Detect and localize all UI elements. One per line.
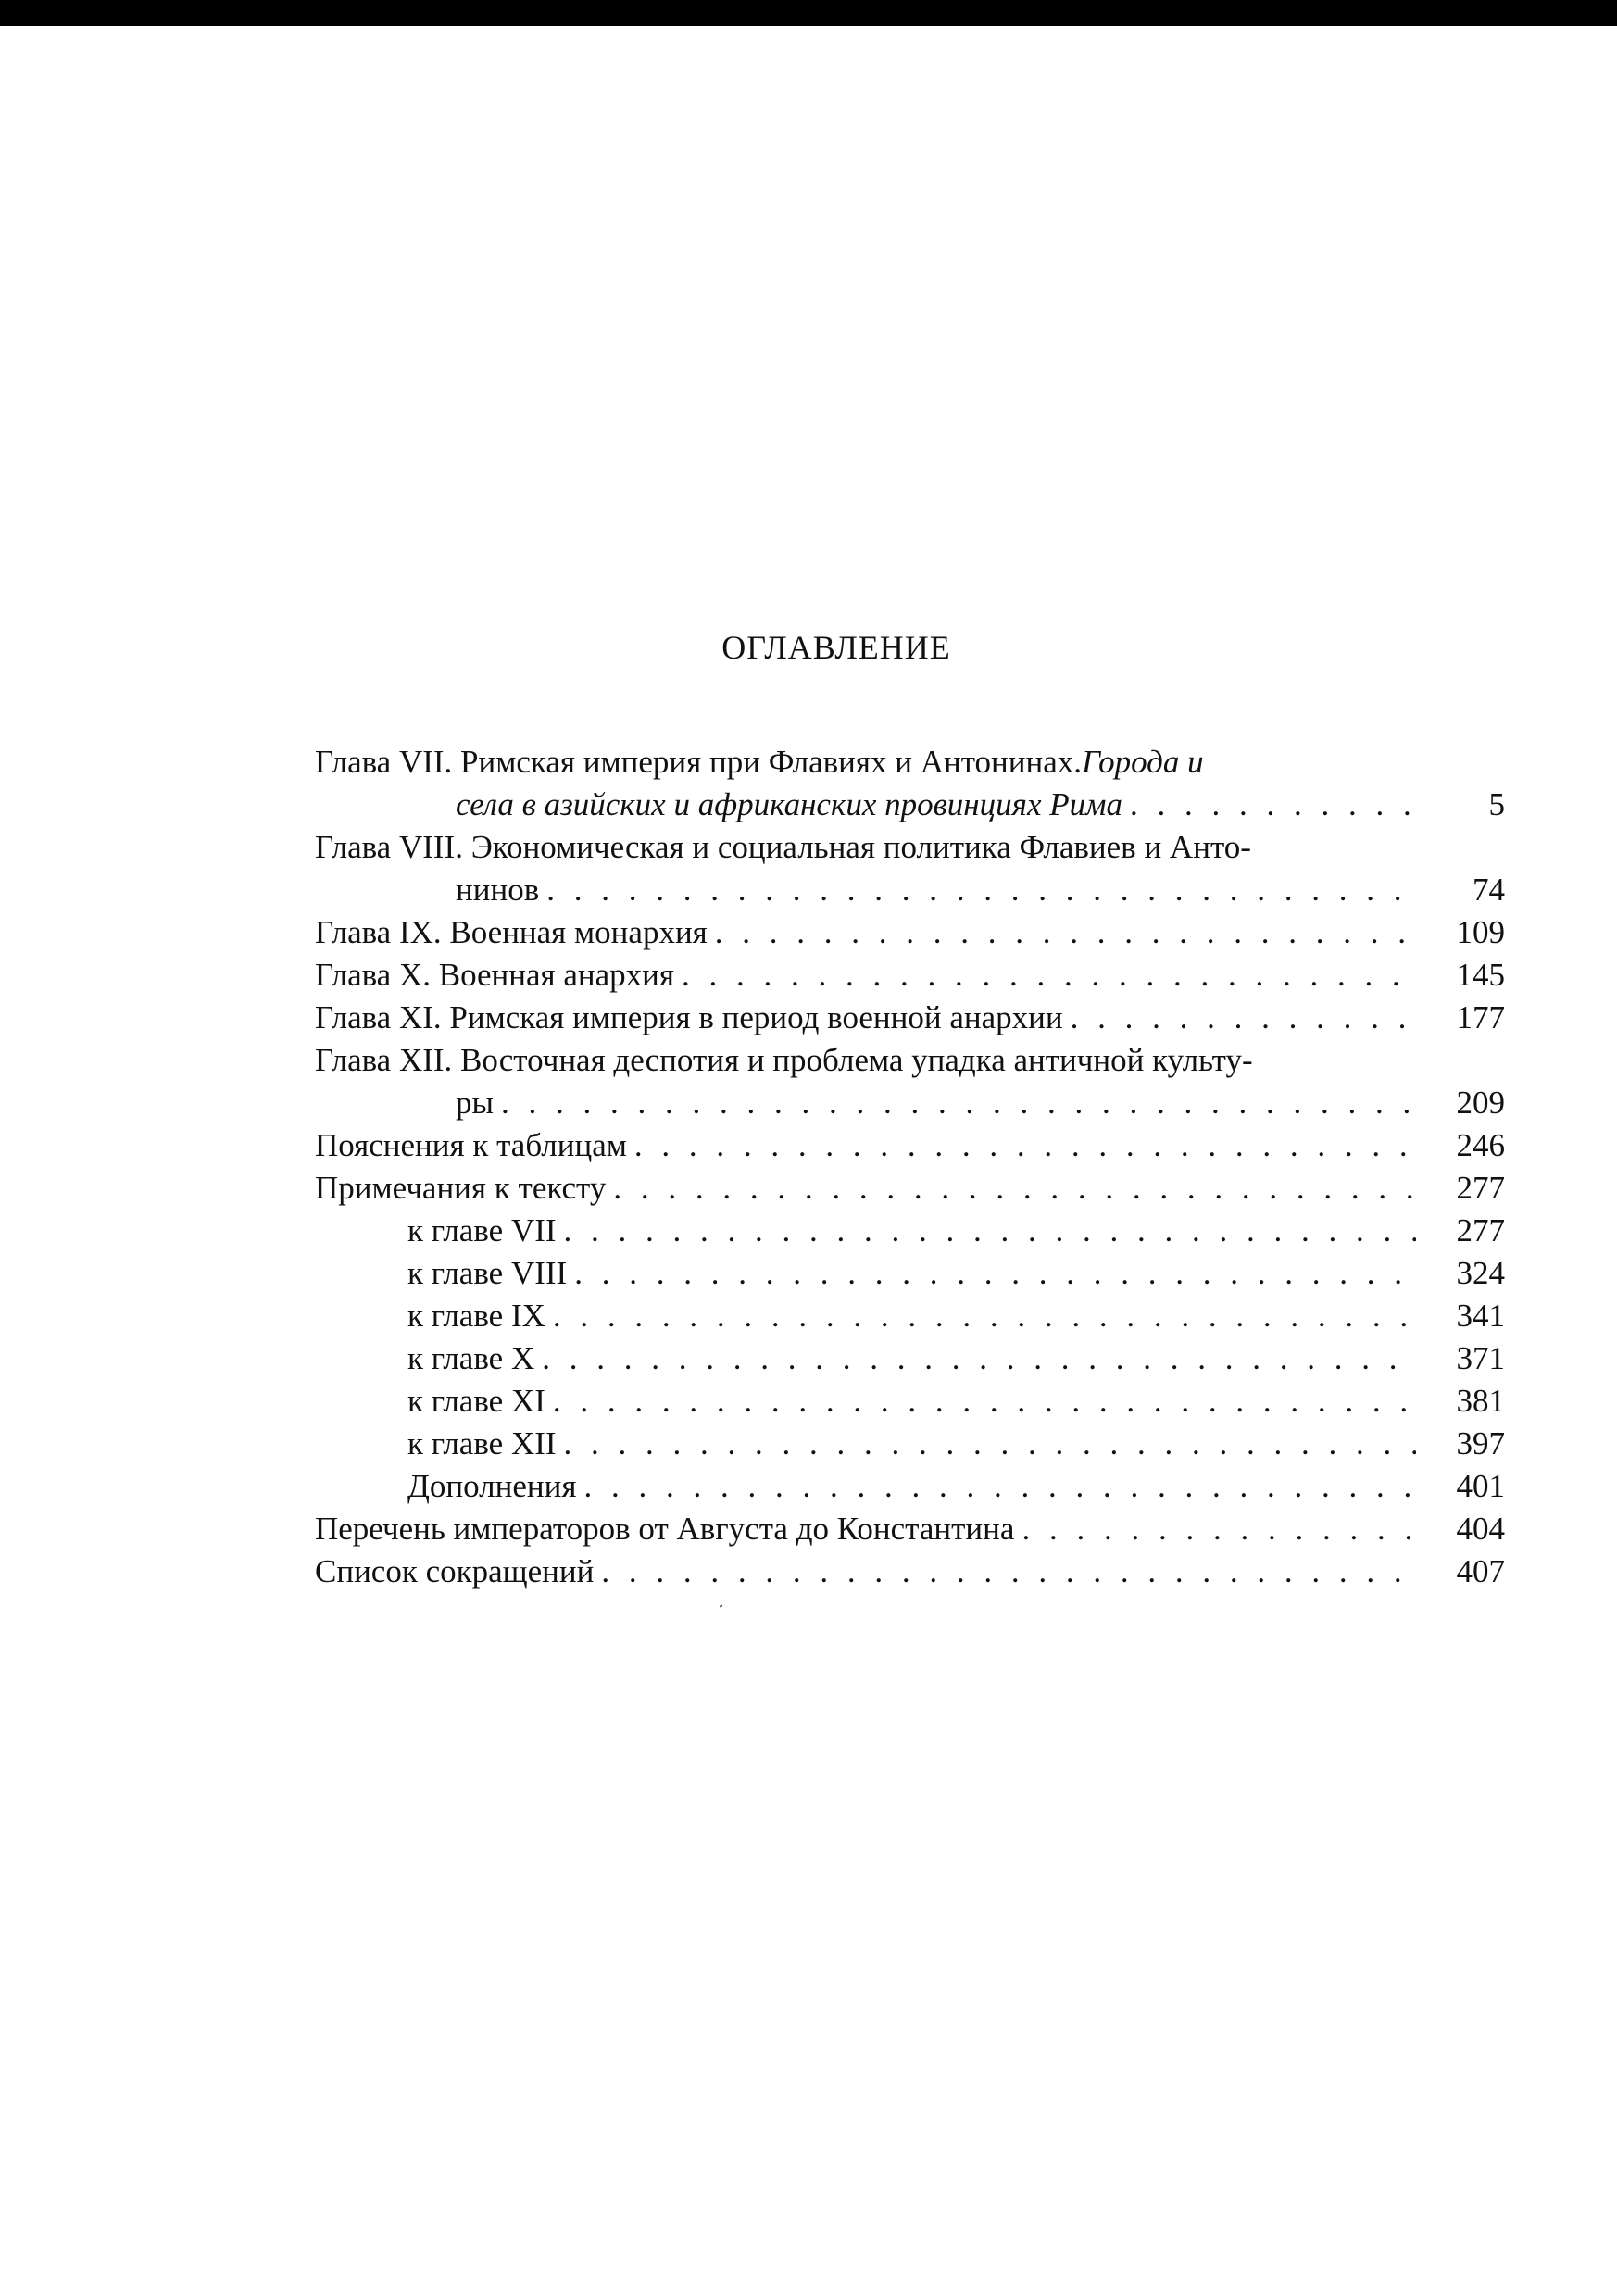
toc-entry-chapter-8[interactable] [315,826,1505,911]
toc-page-number: 277 [1456,1170,1505,1206]
toc-entry-chapter-12[interactable] [315,1039,1505,1124]
toc-entry-notes-chapter-10[interactable] [315,1337,1505,1380]
toc-entry-label: к главе VII [407,1212,557,1248]
toc-entry-label: к главе XI [407,1383,545,1419]
page-title: ОГЛАВЛЕНИЕ [721,629,951,666]
toc-entry-label: Пояснения к таблицам [315,1127,627,1163]
dot-leader [567,1252,1416,1295]
toc-page-number: 177 [1456,999,1505,1035]
toc-entry-label: к главе XII [407,1425,557,1462]
dot-leader [557,1423,1416,1465]
dot-leader [1014,1508,1416,1550]
toc-entry-label-italic: Города и [1082,744,1204,780]
dot-leader [545,1295,1416,1337]
toc-entry-chapter-11[interactable] [315,997,1505,1039]
toc-entry-label: Список сокращений [315,1553,595,1589]
dot-leader [539,869,1416,911]
toc-page-number: 246 [1456,1127,1505,1163]
toc-entry-notes-chapter-8[interactable] [315,1252,1505,1295]
dot-leader [674,954,1416,997]
toc-entry-table-notes[interactable] [315,1124,1505,1167]
dot-leader [534,1337,1416,1380]
toc-entry-label: Перечень императоров от Августа до Константина [315,1511,1015,1547]
toc-entry-label: Глава VIII. Экономическая и социальная политика Флавиев и Анто- [315,829,1251,865]
scan-top-border [0,0,1617,26]
toc-entry-label-continuation: села в азийских и африканских провинциях Рима [456,786,1122,822]
dot-leader [494,1082,1416,1124]
toc-entry-label: Примечания к тексту [315,1170,607,1206]
toc-page-number: 209 [1456,1085,1505,1121]
dot-leader [557,1210,1416,1252]
dot-leader [576,1465,1416,1508]
toc-page-number: 324 [1456,1255,1505,1291]
toc-entry-chapter-10[interactable] [315,954,1505,997]
toc-page-number: 74 [1473,872,1505,908]
toc-entry-chapter-9[interactable] [315,911,1505,954]
toc-entry-text-notes[interactable] [315,1167,1505,1210]
toc-entry-emperors-list[interactable] [315,1508,1505,1550]
table-of-contents [315,741,1505,1593]
toc-entry-notes-chapter-7[interactable] [315,1210,1505,1252]
toc-entry-chapter-7[interactable] [315,741,1505,826]
toc-entry-notes-chapter-11[interactable] [315,1380,1505,1423]
dot-leader [1122,784,1416,826]
toc-entry-label: Глава XII. Восточная деспотия и проблема упадка античной культу- [315,1042,1253,1078]
toc-entry-label: Дополнения [407,1468,577,1504]
toc-page-number: 404 [1456,1511,1505,1547]
dot-leader [708,911,1416,954]
toc-entry-label: Глава XI. Римская империя в период военной анархии [315,999,1063,1035]
toc-entry-label: к главе IX [407,1298,545,1334]
dot-leader [545,1380,1416,1423]
toc-entry-notes-chapter-9[interactable] [315,1295,1505,1337]
toc-entry-label-continuation: нинов [456,872,540,908]
toc-entry-label: к главе X [407,1340,535,1376]
toc-entry-label-continuation: ры [456,1085,495,1121]
toc-page-number: 5 [1488,786,1505,822]
dot-leader [606,1167,1416,1210]
toc-entry-abbreviations[interactable] [315,1550,1505,1593]
toc-page-number: 397 [1456,1425,1505,1462]
toc-entry-label: Глава IX. Военная монархия [315,914,708,950]
dot-leader [1063,997,1416,1039]
toc-page-number: 371 [1456,1340,1505,1376]
toc-page-number: 109 [1456,914,1505,950]
toc-entry-label: Глава VII. Римская империя при Флавиях и Антонинах. [315,744,1083,780]
toc-entry-label: к главе VIII [407,1255,568,1291]
toc-page-number: 145 [1456,957,1505,993]
toc-page-number: 341 [1456,1298,1505,1334]
toc-entry-label: Глава X. Военная анархия [315,957,675,993]
toc-page-number: 381 [1456,1383,1505,1419]
toc-page-number: 277 [1456,1212,1505,1248]
dot-leader [594,1550,1416,1593]
toc-page-number: 407 [1456,1553,1505,1589]
toc-page-number: 401 [1456,1468,1505,1504]
dot-leader [627,1124,1416,1167]
scan-speck [720,1604,723,1607]
toc-entry-notes-chapter-12[interactable] [315,1423,1505,1465]
toc-entry-addenda[interactable] [315,1465,1505,1508]
